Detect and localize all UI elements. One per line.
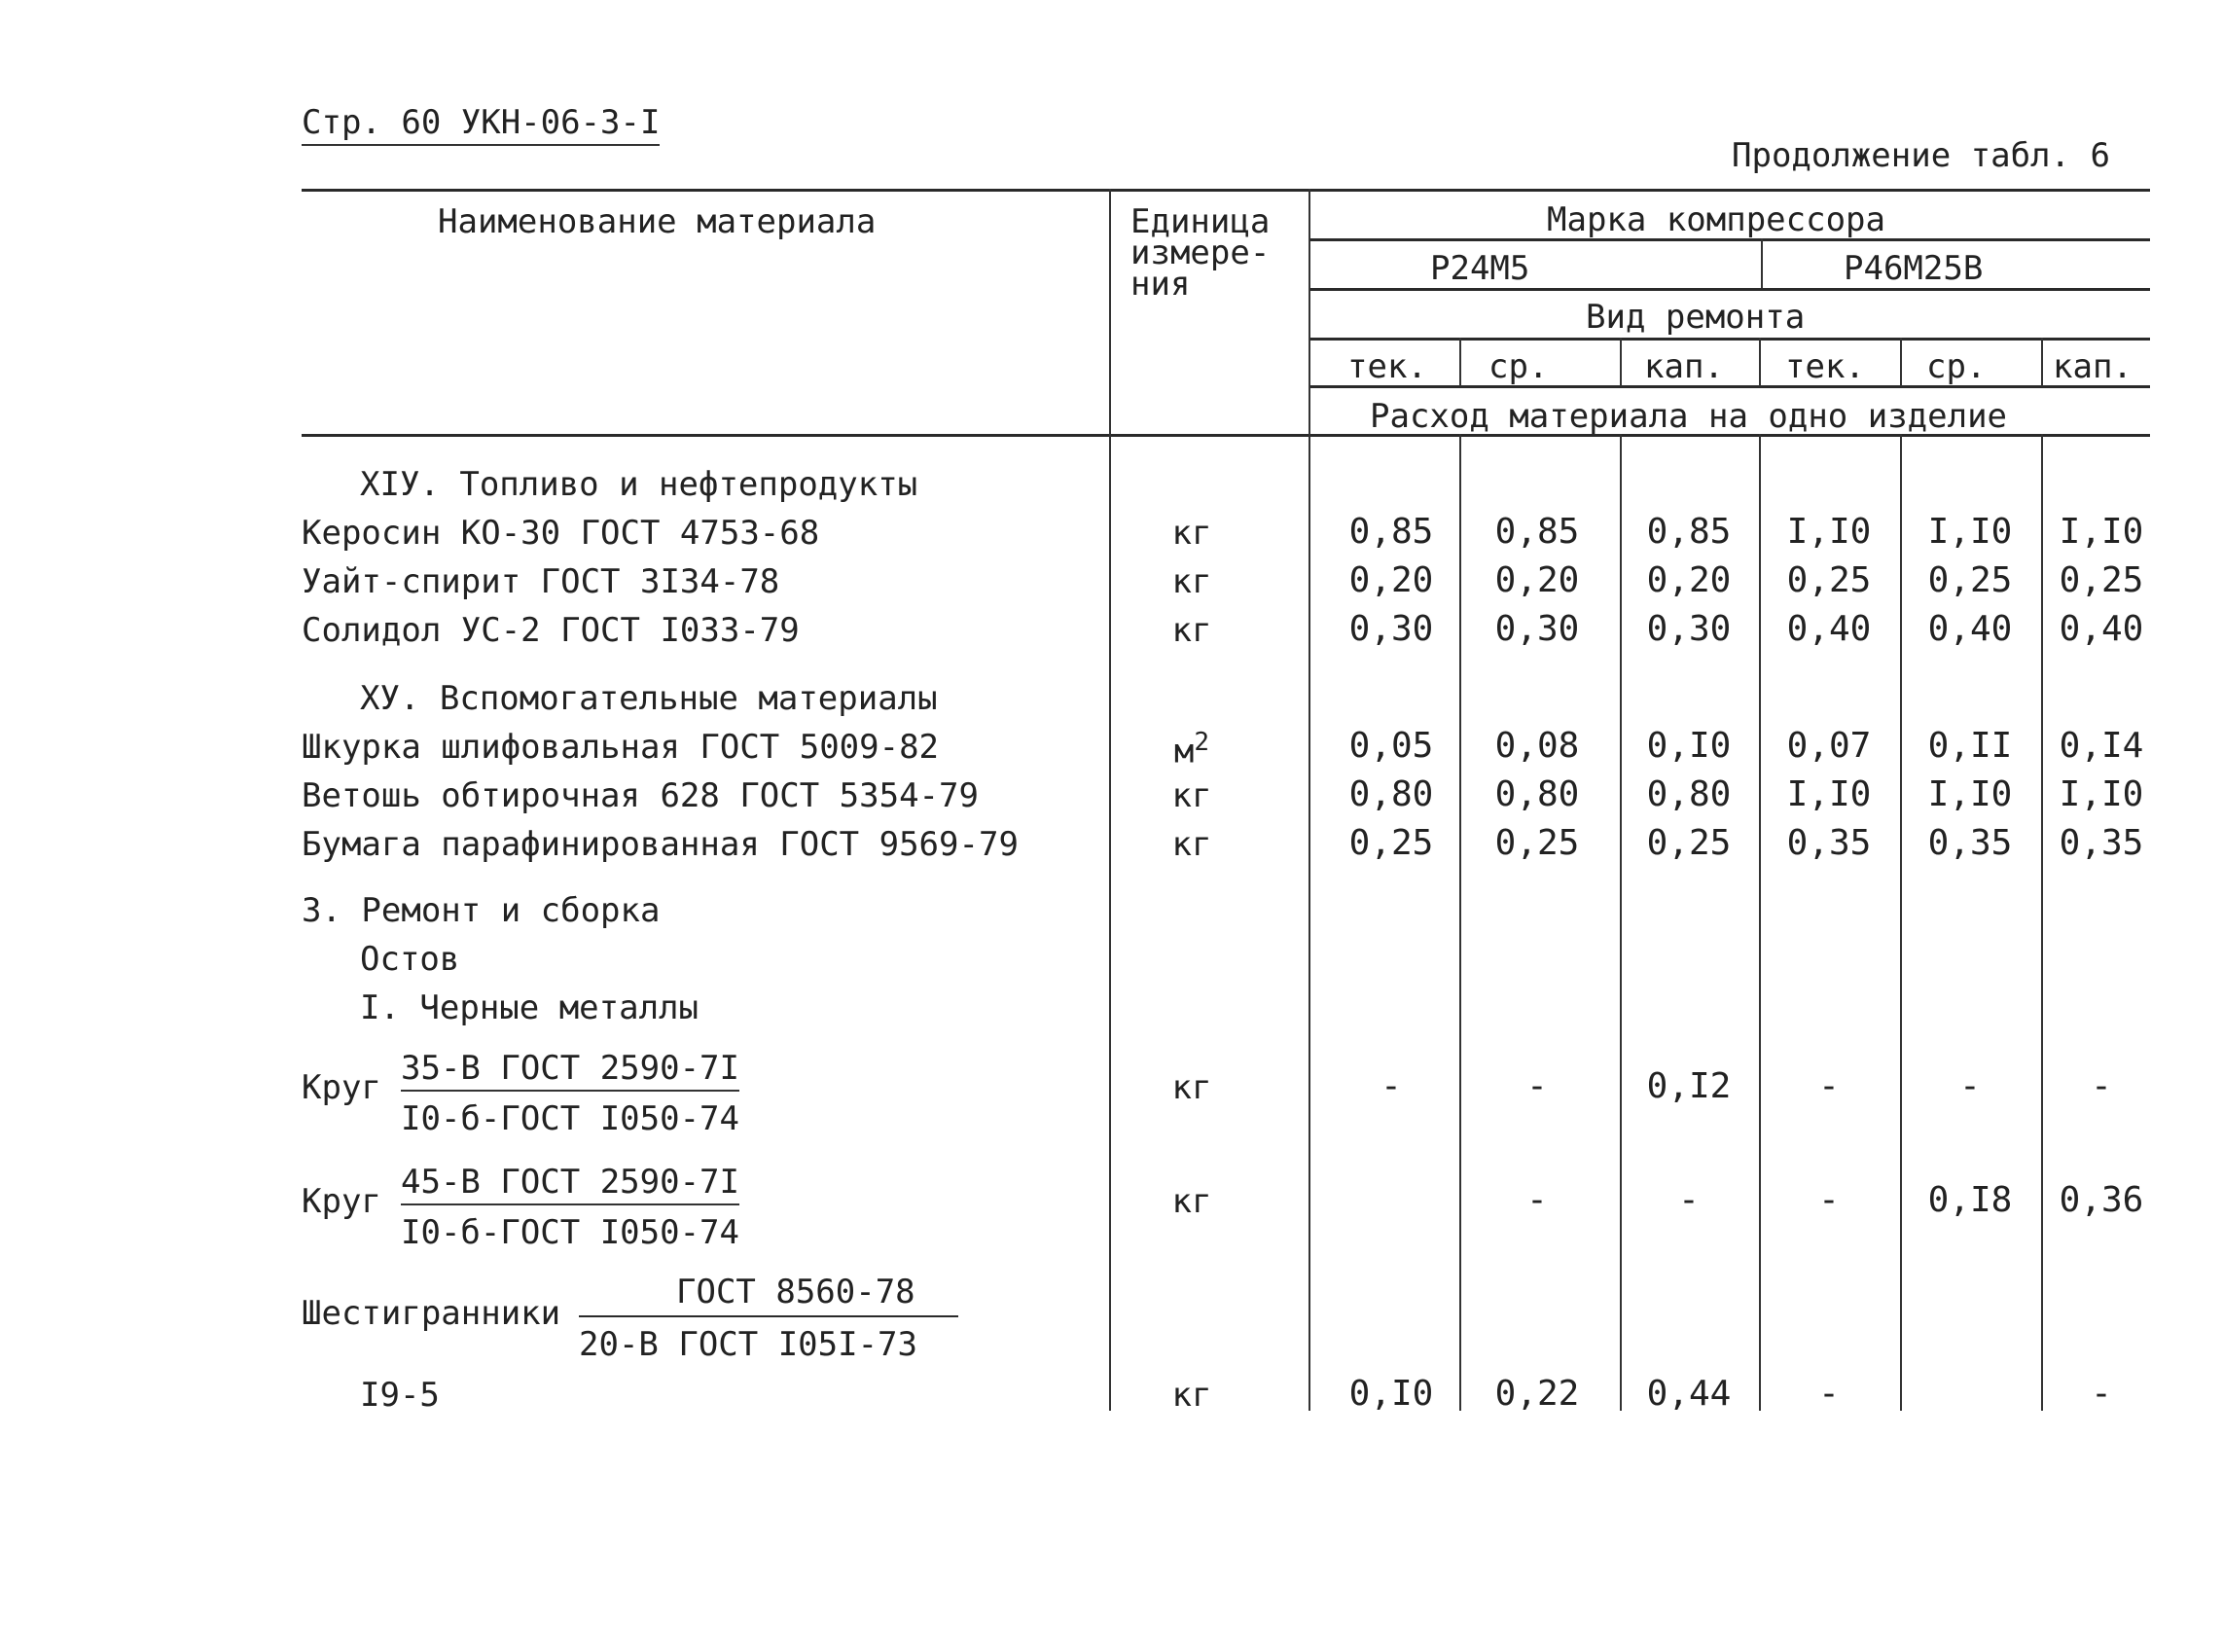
- value-cell: 0,25: [1927, 560, 2013, 600]
- value-cell: 0,22: [1494, 1374, 1580, 1414]
- row-name-solidol: Солидол УС-2 ГОСТ I033-79: [302, 611, 800, 650]
- material-name-header: Наименование материала: [438, 202, 877, 241]
- value-cell: 0,II: [1927, 726, 2013, 766]
- value-cell: 0,I0: [1646, 726, 1732, 766]
- body-divider-2: [1620, 434, 1622, 1411]
- value-cell: 0,35: [2059, 823, 2144, 863]
- value-cell: I,I0: [1927, 774, 2013, 814]
- consumption-header: Расход материала на одно изделие: [1370, 397, 2008, 436]
- unit-header-line1: Единица: [1130, 202, 1271, 241]
- value-cell: I,I0: [1786, 512, 1872, 552]
- row-name-kerosene: Керосин КО-30 ГОСТ 4753-68: [302, 514, 820, 553]
- row-unit: кг: [1171, 825, 1212, 864]
- value-cell: 0,85: [1494, 512, 1580, 552]
- value-cell: -: [2091, 1066, 2112, 1106]
- value-cell: 0,30: [1348, 609, 1434, 649]
- value-cell: I,I0: [1786, 774, 1872, 814]
- page-reference: Стр. 60 УКН-06-3-I: [302, 103, 660, 146]
- row-unit: кг: [1171, 1182, 1212, 1221]
- value-cell: 0,85: [1348, 512, 1434, 552]
- col-header-kap-a: кап.: [1644, 347, 1724, 386]
- fraction-numerator: 45-В ГОСТ 2590-7I: [401, 1163, 739, 1205]
- value-cell: 0,I0: [1348, 1374, 1434, 1414]
- value-cell: 0,08: [1494, 726, 1580, 766]
- value-cell: -: [1959, 1066, 1981, 1106]
- row-unit: кг: [1171, 1068, 1212, 1107]
- value-cell: -: [1818, 1180, 1840, 1220]
- col-header-tek-a: тек.: [1347, 347, 1427, 386]
- value-cell: 0,25: [1494, 823, 1580, 863]
- body-divider-3: [1759, 434, 1761, 1411]
- repair-type-header: Вид ремонта: [1586, 298, 1806, 337]
- section-ferrous-title: I. Черные металлы: [360, 988, 699, 1027]
- values-col-left-border: [1309, 189, 1310, 1411]
- fraction-numerator: 35-В ГОСТ 2590-7I: [401, 1049, 739, 1092]
- fraction-denominator: 20-В ГОСТ I05I-73: [579, 1325, 917, 1364]
- row-name-rags: Ветошь обтирочная 628 ГОСТ 5354-79: [302, 776, 979, 815]
- value-cell: I,I0: [2059, 512, 2144, 552]
- value-cell: -: [2091, 1374, 2112, 1414]
- row-unit: кг: [1171, 776, 1212, 815]
- value-cell: 0,80: [1646, 774, 1732, 814]
- col-divider-4: [1900, 338, 1902, 386]
- value-cell: 0,20: [1646, 560, 1732, 600]
- row-unit: кг: [1171, 1376, 1212, 1415]
- row-unit-base: м: [1173, 732, 1195, 772]
- model-divider: [1761, 238, 1763, 288]
- value-cell: 0,40: [1927, 609, 2013, 649]
- row-name-sandpaper: Шкурка шлифовальная ГОСТ 5009-82: [302, 728, 940, 767]
- value-cell: 0,I8: [1927, 1180, 2013, 1220]
- fraction-denominator: I0-б-ГОСТ I050-74: [401, 1213, 739, 1252]
- fraction-numerator: ГОСТ 8560-78: [676, 1273, 915, 1311]
- value-cell: -: [1526, 1066, 1548, 1106]
- model-a-header: Р24М5: [1430, 249, 1530, 288]
- value-cell: I,I0: [2059, 774, 2144, 814]
- value-cell: -: [1380, 1066, 1402, 1106]
- model-b-header: Р46М25В: [1844, 249, 1984, 288]
- row-name-round-bar: Круг: [302, 1068, 381, 1107]
- value-cell: 0,30: [1494, 609, 1580, 649]
- row-unit: кг: [1171, 562, 1212, 601]
- value-cell: 0,I2: [1646, 1066, 1732, 1106]
- value-cell: 0,35: [1927, 823, 2013, 863]
- cols-rule: [1309, 385, 2150, 388]
- value-cell: 0,80: [1494, 774, 1580, 814]
- value-cell: 0,20: [1494, 560, 1580, 600]
- section-aux-title: ХУ. Вспомогательные материалы: [360, 679, 938, 718]
- row-unit: кг: [1171, 611, 1212, 650]
- fraction-bar: [579, 1315, 958, 1317]
- unit-header-line2: измере-: [1130, 233, 1271, 272]
- value-cell: -: [1678, 1180, 1700, 1220]
- value-cell: 0,30: [1646, 609, 1732, 649]
- fraction-denominator: I0-б-ГОСТ I050-74: [401, 1099, 739, 1138]
- repair-rule: [1309, 338, 2150, 341]
- value-cell: I,I0: [1927, 512, 2013, 552]
- value-cell: 0,36: [2059, 1180, 2144, 1220]
- col-header-tek-b: тек.: [1785, 347, 1865, 386]
- row-unit: [1094, 728, 1289, 771]
- col-header-kap-b: кап.: [2053, 347, 2133, 386]
- value-cell: 0,25: [2059, 560, 2144, 600]
- row-name-round-bar: Круг: [302, 1182, 381, 1221]
- value-cell: 0,80: [1348, 774, 1434, 814]
- table-top-rule: [302, 189, 2150, 192]
- col-divider-5: [2041, 338, 2043, 386]
- col-divider-2: [1620, 338, 1622, 386]
- row-name-white-spirit: Уайт-спирит ГОСТ 3I34-78: [302, 562, 780, 601]
- compressor-brand-header: Марка компрессора: [1547, 200, 1885, 239]
- body-divider-4: [1900, 434, 1902, 1411]
- value-cell: 0,07: [1786, 726, 1872, 766]
- value-cell: 0,25: [1348, 823, 1434, 863]
- section-frame-title: Остов: [360, 940, 460, 979]
- table-continuation-label: Продолжение табл. 6: [1732, 136, 2110, 175]
- value-cell: 0,40: [1786, 609, 1872, 649]
- value-cell: 0,05: [1348, 726, 1434, 766]
- section-fuel-title: XIУ. Топливо и нефтепродукты: [360, 465, 918, 504]
- value-cell: 0,I4: [2059, 726, 2144, 766]
- value-cell: 0,35: [1786, 823, 1872, 863]
- value-cell: -: [1818, 1374, 1840, 1414]
- value-cell: 0,25: [1646, 823, 1732, 863]
- value-cell: 0,85: [1646, 512, 1732, 552]
- value-cell: 0,20: [1348, 560, 1434, 600]
- row-name-paraffin-paper: Бумага парафинированная ГОСТ 9569-79: [302, 825, 1019, 864]
- value-cell: -: [1526, 1180, 1548, 1220]
- value-cell: 0,44: [1646, 1374, 1732, 1414]
- col-header-sr-a: ср.: [1488, 347, 1549, 386]
- section-repair-title: 3. Ремонт и сборка: [302, 891, 661, 930]
- row-name-size: I9-5: [360, 1376, 440, 1415]
- body-divider-1: [1459, 434, 1461, 1411]
- row-name-hexagon-bars: Шестигранники: [302, 1294, 561, 1333]
- value-cell: 0,40: [2059, 609, 2144, 649]
- unit-header-line3: ния: [1130, 265, 1191, 304]
- model-rule: [1309, 288, 2150, 291]
- row-unit: кг: [1171, 514, 1212, 553]
- value-cell: -: [1818, 1066, 1840, 1106]
- col-header-sr-b: ср.: [1926, 347, 1987, 386]
- col-divider-1: [1459, 338, 1461, 386]
- col-divider-3: [1759, 338, 1761, 386]
- value-cell: 0,25: [1786, 560, 1872, 600]
- row-unit-superscript: 2: [1194, 728, 1210, 757]
